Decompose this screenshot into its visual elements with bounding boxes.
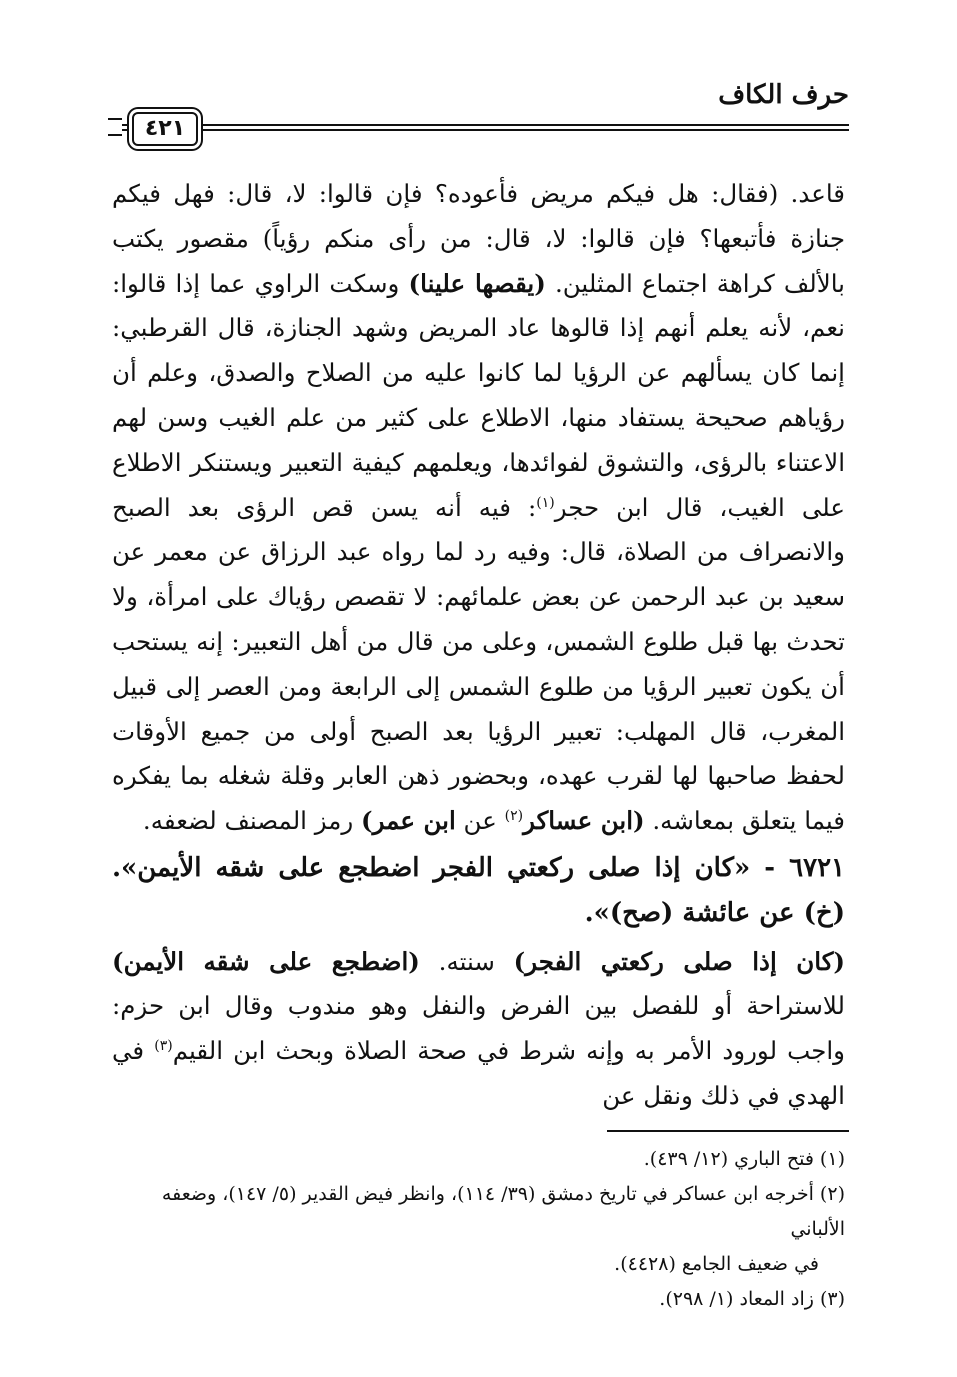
header-double-line [110, 124, 849, 131]
footnote-2: (٢) أخرجه ابن عساكر في تاريخ دمشق (٣٩/ ١١٤)، وانظر فيض القدير (٥/ ١٤٧)، وضعفه الألباني [161, 1183, 845, 1240]
commentary-paragraph-2: (كان إذا صلى ركعتي الفجر) سنته. (اضطجع على شقه الأيمن) للاستراحة أو للفصل بين الفرض والنفل وهو مندوب وقال ابن حزم: واجب لورود الأمر به وإنه شرط في صحة الصلاة وبحث ابن القيم$^{(٣)}$ في الهدي في ذلك ونقل عن [112, 946, 845, 1110]
footnote-ref-3[interactable]: (٣) [154, 1037, 173, 1054]
main-text [112, 172, 845, 1119]
footnote-3: (٣) زاد المعاد (١/ ٢٩٨). [659, 1288, 845, 1310]
footnote-1: (١) فتح الباري (١٢/ ٤٣٩). [643, 1148, 845, 1170]
footnotes [112, 1142, 845, 1317]
footnote-2-continued: في ضعيف الجامع (٤٤٢٨). [614, 1253, 819, 1275]
header-rule-end-mark [108, 118, 122, 136]
page-number: ٤٢١ [132, 112, 198, 146]
footnote-ref-1[interactable]: (١) [536, 494, 555, 511]
footnote-separator [607, 1130, 849, 1132]
running-title: حرف الكاف [718, 80, 849, 110]
header-rule [110, 112, 849, 146]
hadith-6721: ٦٧٢١ - «كان إذا صلى ركعتي الفجر اضطجع على شقه الأيمن». (خ) عن عائشة (صح)». [112, 852, 845, 928]
commentary-paragraph-1: قاعد. (فقال: هل فيكم مريض فأعوده؟ فإن قالوا: لا، قال: فهل فيكم جنازة فأتبعها؟ فإن قالوا: لا، قال: من رأى منكم رؤياً) مقصور يكتب بالألف كراهة اجتماع المثلين. (يقصها علينا) وسكت الراوي عما إذا قالوا: نعم، لأنه يعلم أنهم إذا قالوها عاد المريض وشهد الجنازة، قال القرطبي: إنما كان يسألهم عن الرؤيا لما كانوا عليه من الصلاح والصدق، وعلم أن رؤياهم صحيحة يستفاد منها، الاطلاع على كثير من علم الغيب وسن لهم الاعتناء بالرؤى، والتشوق لفوائدها، ويعلمهم كيفية التعبير ويستنكر الاطلاع على الغيب، قال ابن حجر$^{(١)}$: فيه أنه يسن قص الرؤى بعد الصبح والانصراف من الصلاة، قال: وفيه رد لما رواه عبد الرزاق عن معمر عن سعيد بن عبد الرحمن عن بعض علمائهم: لا تقصص رؤياك على امرأة، ولا تحدث بها قبل طلوع الشمس، وعلى من قال من أهل التعبير: إنه يستحب أن يكون تعبير الرؤيا من طلوع الشمس إلى الرابعة ومن العصر إلى قبيل المغرب، قال المهلب: تعبير الرؤيا بعد الصبح أولى من جميع الأوقات لحفظ صاحبها لها لقرب عهده، وبحضور ذهن العابر وقلة شغله بما يفكره فيما يتعلق بمعاشه. (ابن عساكر$^{(٢)}$ عن ابن عمر) رمز المصنف لضعفه. [112, 179, 846, 836]
footnote-ref-2[interactable]: (٢) [504, 808, 524, 824]
